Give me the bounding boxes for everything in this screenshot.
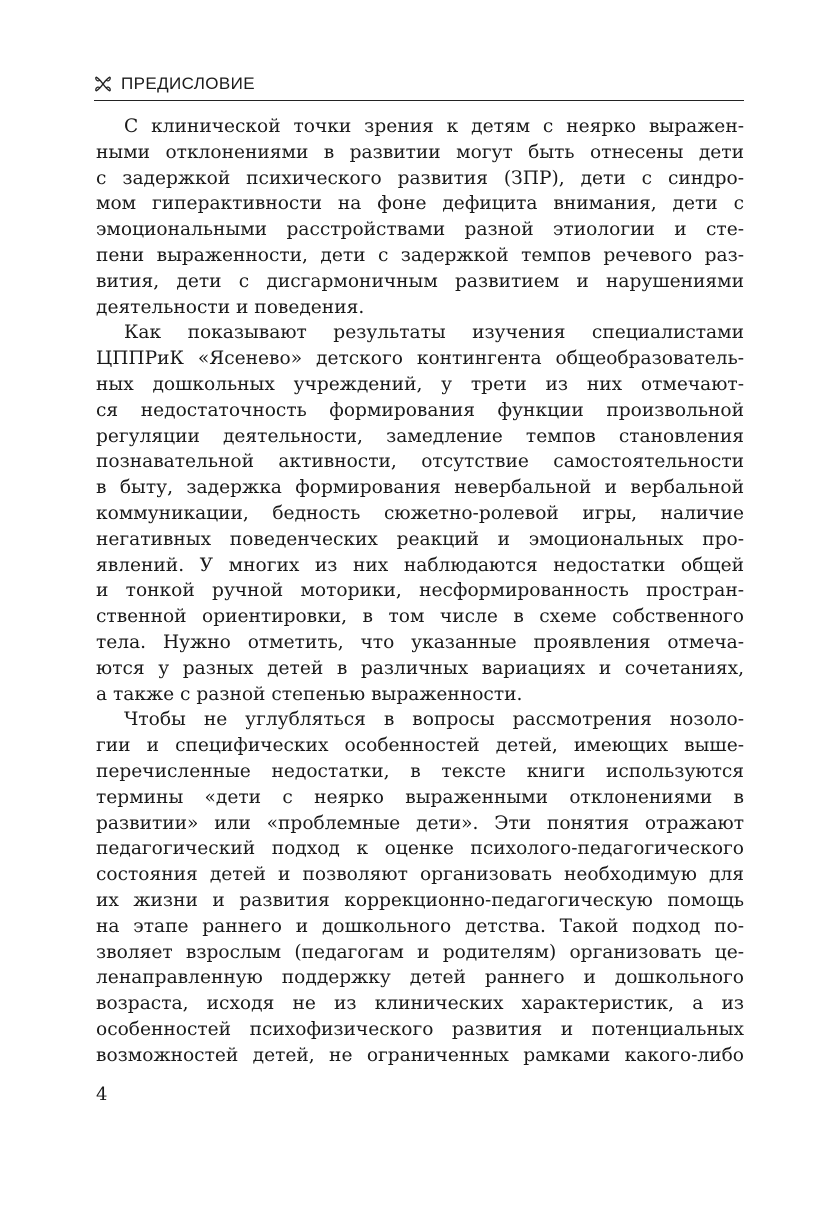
text-line: ных дошкольных учреждений, у трети из них отмечают- — [96, 373, 744, 395]
text-line: возраста, исходя не из клинических характеристик, а из — [96, 993, 744, 1015]
paragraph — [96, 707, 744, 1068]
text-line: а также с разной степенью выраженности. — [96, 683, 523, 705]
text-line: деятельности и поведения. — [96, 296, 365, 318]
text-line: негативных поведенческих реакций и эмоциональных про- — [96, 528, 744, 550]
text-line: состояния детей и позволяют организовать необходимую для — [96, 864, 744, 886]
text-line: педагогический подход к оценке психолого-педагогического — [96, 838, 744, 860]
text-line: явлений. У многих из них наблюдаются недостатки общей — [96, 554, 744, 576]
text-line: ЦППРиК «Ясенево» детского контингента общеобразователь- — [96, 348, 744, 370]
text-line: коммуникации, бедность сюжетно-ролевой игры, наличие — [96, 502, 744, 524]
running-header — [94, 72, 744, 101]
text-line: ственной ориентировки, в том числе в схеме собственного — [96, 606, 744, 628]
text-line: ются у разных детей в различных вариациях и сочетаниях, — [96, 657, 744, 679]
text-line: ся недостаточность формирования функции произвольной — [96, 399, 744, 421]
paragraph — [96, 320, 744, 707]
text-line: ными отклонениями в развитии могут быть отнесены дети — [96, 141, 744, 163]
body-text — [96, 114, 744, 1068]
text-line: их жизни и развития коррекционно-педагогическую помощь — [96, 889, 744, 911]
paragraph — [96, 114, 744, 320]
text-line: термины «дети с неярко выраженными отклонениями в — [96, 786, 744, 808]
text-line: эмоциональными расстройствами разной этиологии и сте- — [96, 219, 744, 241]
text-line: С клинической точки зрения к детям с неярко выражен- — [124, 116, 744, 137]
section-title: ПРЕДИСЛОВИЕ — [121, 74, 256, 93]
text-line: в быту, задержка формирования невербальной и вербальной — [96, 477, 744, 499]
text-line: Как показывают результаты изучения специалистами — [124, 322, 744, 344]
flourish-icon — [94, 75, 112, 93]
text-line: гии и специфических особенностей детей, имеющих выше- — [96, 735, 744, 757]
text-line: Чтобы не углубляться в вопросы рассмотрения нозоло- — [124, 709, 744, 731]
text-line: особенностей психофизического развития и потенциальных — [96, 1018, 744, 1040]
page-number: 4 — [96, 1084, 108, 1105]
text-line: вития, дети с дисгармоничным развитием и нарушениями — [96, 270, 744, 292]
text-line: с задержкой психического развития (ЗПР), дети с синдро- — [96, 167, 744, 189]
text-line: регуляции деятельности, замедление темпов становления — [96, 425, 744, 447]
text-line: мом гиперактивности на фоне дефицита внимания, дети с — [96, 193, 744, 215]
text-line: ленаправленную поддержку детей раннего и дошкольного — [96, 967, 744, 989]
text-line: на этапе раннего и дошкольного детства. Такой подход по- — [96, 915, 744, 937]
text-line: тела. Нужно отметить, что указанные проявления отмеча- — [96, 631, 744, 653]
text-line: развитии» или «проблемные дети». Эти понятия отражают — [96, 812, 744, 834]
text-line: пени выраженности, дети с задержкой темпов речевого раз- — [96, 244, 744, 266]
text-line: перечисленные недостатки, в тексте книги используются — [96, 760, 744, 782]
text-line: познавательной активности, отсутствие самостоятельности — [96, 451, 744, 473]
text-line: зволяет взрослым (педагогам и родителям) организовать це- — [96, 941, 744, 963]
text-line: возможностей детей, не ограниченных рамками какого-либо — [96, 1044, 744, 1066]
text-line: и тонкой ручной моторики, несформированность простран- — [96, 580, 744, 602]
